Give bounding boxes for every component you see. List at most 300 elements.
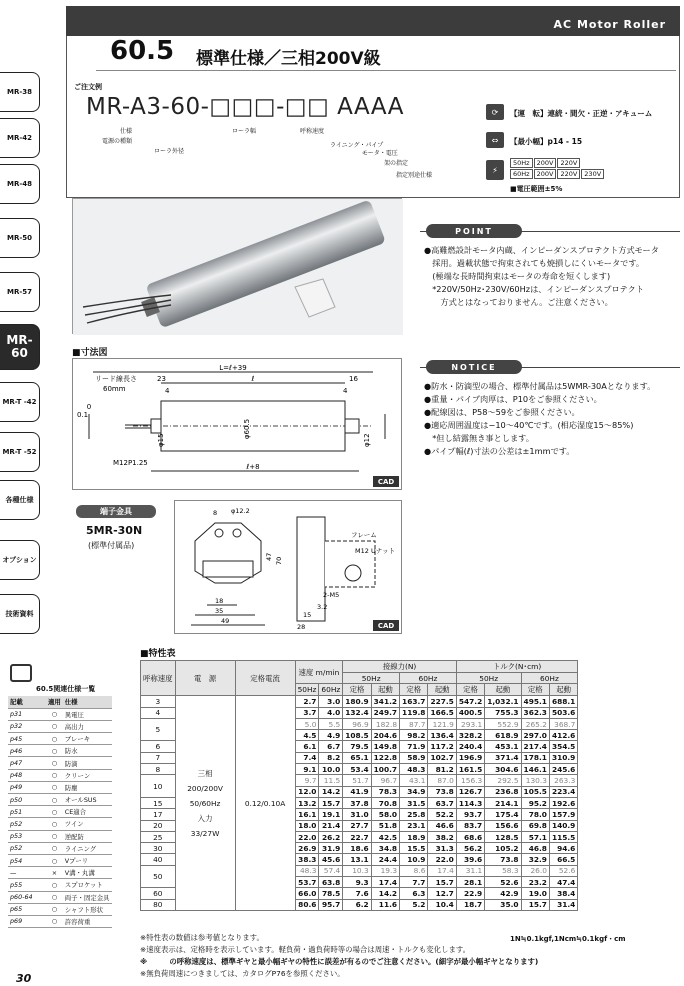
speed-name-cell: 15 [141, 797, 176, 808]
dim-01: 0.1 [77, 411, 89, 419]
th-hz: 50Hz [343, 673, 400, 684]
product-photo [72, 198, 402, 334]
index-cell: ○ [46, 818, 63, 830]
spec-cell: 362.3 [521, 707, 549, 718]
fitting-drawing [174, 500, 402, 634]
spec-cell: 31.5 [400, 797, 428, 808]
index-cell: ○ [46, 708, 63, 720]
spec-cell: 23.1 [400, 820, 428, 831]
sidebar-item-2[interactable]: MR-48 [0, 164, 40, 204]
index-row [8, 879, 112, 891]
index-cell: 異電圧 [63, 708, 112, 720]
dim-4b: 4 [343, 387, 348, 395]
spec-cell: 35.0 [485, 899, 521, 910]
spec-table [140, 660, 578, 911]
notice-line: ●パイプ幅(ℓ)寸法の公差は±1mmです。 [424, 446, 575, 456]
th-start: 起動 [485, 684, 521, 696]
spec-cell: 292.5 [485, 775, 521, 786]
voltage-cell: 220V [557, 158, 580, 168]
dim-diameter: φ60.5 [243, 418, 251, 440]
spec-cell: 57.1 [521, 831, 549, 842]
fit-70: 70 [275, 556, 283, 565]
spec-cell: 71.9 [400, 741, 428, 752]
spec-cell: 38.4 [549, 888, 577, 899]
spec-cell: 11.5 [319, 775, 343, 786]
index-cell: p32 [8, 720, 46, 732]
dimension-title: ■寸法図 [72, 348, 108, 358]
spec-cell: 223.4 [549, 786, 577, 797]
index-cell: ツイン [63, 818, 112, 830]
voltage-cell: 230V [581, 169, 604, 179]
spec-cell: 53.7 [295, 877, 319, 888]
cad-tag-fitting: CAD [373, 620, 399, 631]
width-icon: ⇔ [486, 132, 504, 148]
index-cell: 許容荷重 [63, 915, 112, 927]
label-power: 電源の種類 [102, 138, 133, 145]
spec-cell: 755.3 [485, 707, 521, 718]
spec-cell: 13.1 [343, 854, 371, 865]
spec-cell: 128.5 [485, 831, 521, 842]
spec-cell: 96.9 [343, 718, 371, 729]
spec-cell: 65.1 [343, 752, 371, 763]
notice-header: NOTICE [426, 360, 522, 374]
spec-cell: 95.7 [319, 899, 343, 910]
footnote-line: ※ の呼称速度は、標準ギヤと最小幅ギヤの特性に誤差が有るのでご注意ください。(細字が最小幅ギヤとなります) [140, 957, 539, 966]
index-row [8, 867, 112, 879]
spec-cell: 156.6 [485, 820, 521, 831]
notice-list [424, 380, 655, 458]
voltage-cell: 200V [534, 169, 557, 179]
index-cell: シャフト形状 [63, 903, 112, 915]
spec-cell: 4.9 [319, 730, 343, 741]
index-cell: Vプーリ [63, 854, 112, 866]
spec-cell: 87.0 [428, 775, 456, 786]
spec-cell: 32.9 [521, 854, 549, 865]
spec-cell: 15.7 [428, 877, 456, 888]
speed-name-cell: 10 [141, 775, 176, 798]
index-row [8, 745, 112, 757]
sidebar-item-9[interactable]: オプション [0, 540, 40, 580]
spec-cell: 26.9 [295, 843, 319, 854]
spec-cell: 73.8 [485, 854, 521, 865]
spec-cell: 547.2 [456, 696, 484, 707]
notice-line: *但し結露無き事とします。 [424, 433, 534, 443]
cad-tag: CAD [373, 476, 399, 487]
index-cell: ○ [46, 891, 63, 903]
spec-cell: 115.5 [549, 831, 577, 842]
footnote-line: ※速度表示は、定格時を表示しています。軽負荷・過負荷時等の場合は周速・トルクも変化します。 [140, 945, 471, 954]
index-row [8, 842, 112, 854]
spec-cell: 98.2 [400, 730, 428, 741]
spec-cell: 18.7 [456, 899, 484, 910]
spec-cell: 58.0 [371, 809, 399, 820]
spec-cell: 328.2 [456, 730, 484, 741]
spec-cell: 7.7 [400, 877, 428, 888]
spec-cell: 48.3 [295, 865, 319, 876]
th-start: 起動 [371, 684, 399, 696]
spec-cell: 45.6 [319, 854, 343, 865]
spec-cell: 15.7 [521, 899, 549, 910]
point-line: 採用。過載状態で拘束されても焼損しにくいモータです。 [424, 258, 645, 268]
index-cell: p53 [8, 830, 46, 842]
dim-4a: 4 [165, 387, 170, 395]
spec-cell: 156.3 [456, 775, 484, 786]
sidebar-item-3[interactable]: MR-50 [0, 218, 40, 258]
category-label: AC Motor Roller [553, 18, 666, 31]
th-force: 接線力(N) [343, 661, 457, 673]
th-power: 電 源 [175, 661, 235, 696]
sidebar-item-0[interactable]: MR-38 [0, 72, 40, 112]
spec-cell: 18.0 [295, 820, 319, 831]
fit-15: 15 [303, 611, 312, 619]
spec-cell: 3.7 [295, 707, 319, 718]
spec-cell: 58.9 [400, 752, 428, 763]
spec-cell: 119.8 [400, 707, 428, 718]
spec-cell: 4.0 [319, 707, 343, 718]
point-line: ●高難燃設計モータ内蔵、インピーダンスプロテクト方式モータ [424, 245, 659, 255]
point-line: 方式とはなっておりません。ご注意ください。 [424, 297, 613, 307]
spec-cell: 108.5 [343, 730, 371, 741]
spec-cell: 236.8 [485, 786, 521, 797]
spec-cell: 21.4 [319, 820, 343, 831]
voltage-row [510, 169, 604, 179]
speed-name-cell: 40 [141, 854, 176, 865]
spec-cell: 18.9 [400, 831, 428, 842]
spec-cell: 63.7 [428, 797, 456, 808]
index-cell: CE適合 [63, 806, 112, 818]
spec-cell: 17.4 [428, 865, 456, 876]
index-row [8, 903, 112, 915]
point-line: *220V/50Hz･230V/60Hzは、インピーダンスプロテクト [424, 284, 644, 294]
sidebar-item-5[interactable]: MR-60 [0, 324, 40, 370]
spec-cell: 38.2 [428, 831, 456, 842]
spec-cell: 310.9 [549, 752, 577, 763]
fit-47: 47 [265, 552, 273, 561]
th-start: 起動 [428, 684, 456, 696]
spec-cell: 14.2 [319, 786, 343, 797]
sidebar-item-10[interactable]: 技術資料 [0, 594, 40, 634]
spec-cell: 52.6 [549, 865, 577, 876]
spec-cell: 31.0 [343, 809, 371, 820]
index-cell: ○ [46, 842, 63, 854]
spec-cell: 117.2 [428, 741, 456, 752]
spec-cell: 56.2 [456, 843, 484, 854]
spec-cell: 11.6 [371, 899, 399, 910]
voltage-range: ■電圧範囲±5% [510, 185, 563, 193]
page-title: 標準仕様／三相200V級 [196, 49, 381, 69]
spec-cell: 15.5 [400, 843, 428, 854]
unit-note: 1N≒0.1kgf,1Ncm≒0.1kgf・cm [510, 935, 626, 943]
index-row [8, 708, 112, 720]
index-cell: ブレーキ [63, 733, 112, 745]
sidebar-item-7[interactable]: MR-T -52 [0, 432, 40, 472]
th-speed: 速度 m/min [295, 661, 343, 684]
speed-name-cell: 50 [141, 865, 176, 888]
spec-cell: 19.3 [371, 865, 399, 876]
spec-cell: 114.3 [456, 797, 484, 808]
speed-name-cell: 30 [141, 843, 176, 854]
index-table-wrap [8, 696, 124, 928]
label-extra: 指定別途仕様 [396, 172, 433, 179]
fitting-name: 5MR-30N [86, 524, 143, 537]
th-rated: 定格 [456, 684, 484, 696]
spec-cell: 6.2 [343, 899, 371, 910]
index-cell: 防水 [63, 745, 112, 757]
fit-35: 35 [215, 607, 224, 615]
spec-cell: 53.4 [343, 764, 371, 775]
index-cell: ○ [46, 733, 63, 745]
spec-cell: 163.7 [400, 696, 428, 707]
spec-cell: 503.6 [549, 707, 577, 718]
spec-cell: 132.4 [343, 707, 371, 718]
spec-cell: 297.0 [521, 730, 549, 741]
point-header: POINT [426, 224, 522, 238]
current-cell: 0.12/0.10A [235, 696, 295, 911]
spec-cell: 1,032.1 [485, 696, 521, 707]
spec-cell: 3.0 [319, 696, 343, 707]
spec-cell: 5.5 [319, 718, 343, 729]
spec-cell: 130.3 [521, 775, 549, 786]
spec-cell: 196.9 [456, 752, 484, 763]
spec-cell: 81.2 [428, 764, 456, 775]
thread-spec: M12P1.25 [113, 459, 148, 467]
spec-cell: 122.8 [371, 752, 399, 763]
spec-cell: 8.2 [319, 752, 343, 763]
index-row [8, 769, 112, 781]
index-cell: ○ [46, 745, 63, 757]
spec-cell: 192.6 [549, 797, 577, 808]
index-cell: p51 [8, 806, 46, 818]
index-cell: p54 [8, 854, 46, 866]
spec-cell: 63.8 [319, 877, 343, 888]
index-cell: ライニング [63, 842, 112, 854]
spec-cell: 79.5 [343, 741, 371, 752]
th-hz: 60Hz [319, 684, 343, 696]
index-cell: ○ [46, 806, 63, 818]
spec-cell: 47.4 [549, 877, 577, 888]
spec-cell: 341.2 [371, 696, 399, 707]
dim-overall: L=ℓ+39 [219, 364, 247, 372]
spec-cell: 371.4 [485, 752, 521, 763]
index-cell: クリーン [63, 769, 112, 781]
spec-cell: 46.6 [428, 820, 456, 831]
order-model-code: MR-A3-60-□□□-□□ AAAA [86, 94, 405, 120]
spec-cell: 453.1 [485, 741, 521, 752]
spec-cell: 48.3 [400, 764, 428, 775]
spec-cell: 688.1 [549, 696, 577, 707]
spec-cell: 39.6 [456, 854, 484, 865]
index-cell: p69 [8, 915, 46, 927]
dim-phi15: φ15 [157, 433, 165, 447]
speed-name-cell: 80 [141, 899, 176, 910]
sidebar-item-6[interactable]: MR-T -42 [0, 382, 40, 422]
spec-cell: 31.4 [549, 899, 577, 910]
spec-cell: 12.7 [428, 888, 456, 899]
spec-cell: 19.0 [521, 888, 549, 899]
related-icon [10, 664, 32, 682]
spec-cell: 27.7 [343, 820, 371, 831]
spec-cell: 46.8 [521, 843, 549, 854]
spec-cell: 6.7 [319, 741, 343, 752]
index-row [8, 818, 112, 830]
index-table [8, 696, 112, 928]
spec-cell: 25.8 [400, 809, 428, 820]
index-cell: V溝・丸溝 [63, 867, 112, 879]
spec-cell: 9.1 [295, 764, 319, 775]
index-row [8, 830, 112, 842]
spec-cell: 70.8 [371, 797, 399, 808]
fitting-tag: 端子金具 [76, 505, 156, 518]
order-code-labels [86, 118, 466, 188]
power-line: 200/200V [187, 783, 223, 793]
spec-cell: 51.7 [343, 775, 371, 786]
index-cell: p50 [8, 794, 46, 806]
spec-cell: 22.9 [456, 888, 484, 899]
index-row [8, 794, 112, 806]
footnote-line: ※無負荷周速につきましては、カタログP76を参照ください。 [140, 969, 345, 978]
index-row [8, 733, 112, 745]
spec-cell: 52.2 [428, 809, 456, 820]
speed-name-cell: 3 [141, 696, 176, 707]
spec-cell: 4.5 [295, 730, 319, 741]
spec-cell: 293.1 [456, 718, 484, 729]
index-cell: 防滴 [63, 757, 112, 769]
spec-cell: 166.5 [428, 707, 456, 718]
label-type: 仕様 [120, 128, 133, 135]
index-cell: p65 [8, 903, 46, 915]
speed-name-cell: 25 [141, 831, 176, 842]
power-line: 三相 [197, 768, 213, 778]
spec-cell: 78.0 [521, 809, 549, 820]
spec-cell: 15.7 [319, 797, 343, 808]
index-cell: 逆配防 [63, 830, 112, 842]
spec-cell: 304.6 [485, 764, 521, 775]
index-cell: スプロケット [63, 879, 112, 891]
fit-phi122: φ12.2 [231, 507, 250, 515]
th-hz: 60Hz [400, 673, 457, 684]
spec-cell: 214.1 [485, 797, 521, 808]
sidebar-item-4[interactable]: MR-57 [0, 272, 40, 312]
spec-cell: 16.1 [295, 809, 319, 820]
spec-cell: 204.6 [371, 730, 399, 741]
min-width-text: 【最小幅】p14 - 15 [510, 137, 583, 146]
spec-cell: 412.6 [549, 730, 577, 741]
speed-name-cell: 6 [141, 741, 176, 752]
spec-cell: 28.1 [456, 877, 484, 888]
spec-cell: 95.2 [521, 797, 549, 808]
index-header: 仕様 [63, 696, 112, 708]
spec-cell: 126.7 [456, 786, 484, 797]
operation-text: 【運 転】連続・間欠・正逆・アキューム [510, 109, 653, 118]
spec-cell: 10.9 [400, 854, 428, 865]
spec-cell: 5.2 [400, 899, 428, 910]
index-cell: 両子・固定金具 [63, 891, 112, 903]
spec-cell: 24.4 [371, 854, 399, 865]
spec-title: ■特性表 [140, 649, 176, 659]
spec-cell: 10.0 [319, 764, 343, 775]
spec-cell: 80.6 [295, 899, 319, 910]
th-start: 起動 [549, 684, 577, 696]
spec-cell: 149.8 [371, 741, 399, 752]
index-cell: p55 [8, 879, 46, 891]
power-line: 50/60Hz [189, 798, 221, 808]
spec-cell: 265.2 [521, 718, 549, 729]
spec-row [141, 696, 578, 707]
index-cell: ○ [46, 903, 63, 915]
speed-name-cell: 8 [141, 764, 176, 775]
spec-cell: 22.7 [343, 831, 371, 842]
spec-cell: 17.4 [371, 877, 399, 888]
index-cell: p47 [8, 757, 46, 769]
fit-28: 28 [297, 623, 306, 631]
spec-cell: 7.6 [343, 888, 371, 899]
th-torque: トルク(N･cm) [456, 661, 578, 673]
spec-cell: 552.9 [485, 718, 521, 729]
label-speed: 呼称速度 [300, 128, 325, 135]
rotate-icon: ⟳ [486, 104, 504, 120]
spec-cell: 31.1 [456, 865, 484, 876]
power-line: 入力 [197, 813, 213, 823]
notice-line: ●配線図は、P58〜59をご参照ください。 [424, 407, 580, 417]
index-cell: ○ [46, 720, 63, 732]
spec-cell: 180.9 [343, 696, 371, 707]
label-bracket: 架の指定 [384, 160, 409, 167]
index-cell: ○ [46, 830, 63, 842]
voltage-cell: 50Hz [510, 158, 533, 168]
fit-nut: M12 Uナット [355, 547, 396, 555]
th-speed-name: 呼称速度 [141, 661, 176, 696]
speed-name-cell: 60 [141, 888, 176, 899]
spec-cell: 57.4 [319, 865, 343, 876]
index-row [8, 757, 112, 769]
spec-cell: 6.1 [295, 741, 319, 752]
spec-cell: 78.3 [371, 786, 399, 797]
index-cell: p46 [8, 745, 46, 757]
index-cell: — [8, 867, 46, 879]
spec-cell: 41.9 [343, 786, 371, 797]
spec-cell: 31.9 [319, 843, 343, 854]
spec-cell: 68.6 [456, 831, 484, 842]
spec-cell: 182.8 [371, 718, 399, 729]
index-row [8, 720, 112, 732]
speed-name-cell: 4 [141, 707, 176, 718]
spec-cell: 26.2 [319, 831, 343, 842]
spec-cell: 78.5 [319, 888, 343, 899]
lead-length: 60mm [103, 385, 126, 393]
spec-cell: 66.0 [295, 888, 319, 899]
index-cell: × [46, 867, 63, 879]
index-cell: p60-64 [8, 891, 46, 903]
dimension-drawing [72, 358, 402, 490]
sidebar-item-8[interactable]: 各種仕様 [0, 480, 40, 520]
index-cell: ○ [46, 915, 63, 927]
spec-cell: 38.3 [295, 854, 319, 865]
index-cell: p45 [8, 733, 46, 745]
index-cell: 高出力 [63, 720, 112, 732]
point-list [424, 244, 659, 309]
spec-cell: 94.6 [549, 843, 577, 854]
spec-cell: 14.2 [371, 888, 399, 899]
fit-32: 3.2 [317, 603, 328, 611]
dim-l: ℓ [251, 375, 255, 383]
notice-line: ●適応周囲温度は−10〜40℃です。(相応湿度15〜85%) [424, 420, 634, 430]
order-label: ご注文例 [74, 83, 102, 91]
spec-cell: 102.7 [428, 752, 456, 763]
spec-cell: 31.3 [428, 843, 456, 854]
index-cell: p52 [8, 842, 46, 854]
model-number: 60.5 [110, 36, 175, 66]
sidebar-item-1[interactable]: MR-42 [0, 118, 40, 158]
